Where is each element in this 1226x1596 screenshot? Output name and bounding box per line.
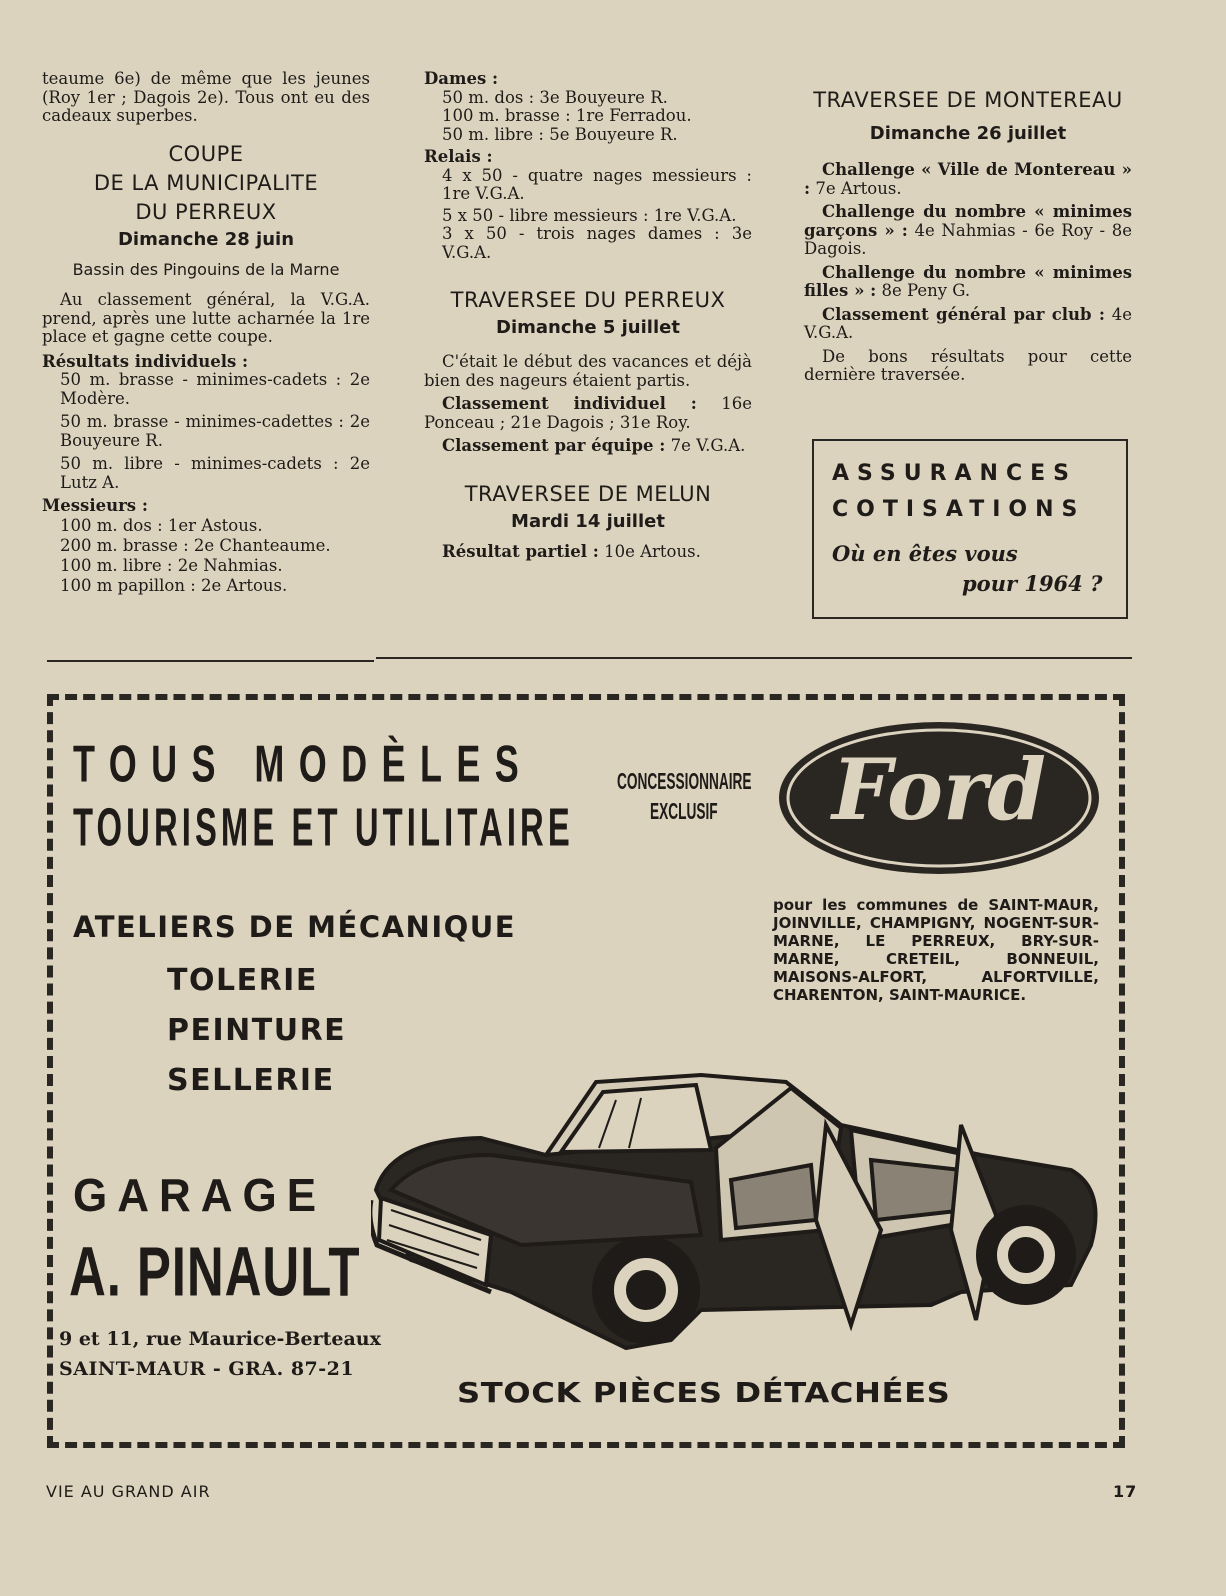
melun-title: TRAVERSEE DE MELUN (464, 481, 712, 506)
service-ateliers: ATELIERS DE MÉCANIQUE (73, 910, 517, 944)
men-item: 200 m. brasse : 2e Chanteaume. (60, 535, 331, 555)
perreux-ind-label: Classement individuel : (442, 394, 697, 413)
montereau-item (804, 306, 1132, 343)
garage-address: 9 et 11, rue Maurice-Berteaux (59, 1328, 381, 1350)
montereau-item (804, 161, 1132, 198)
coupe-date: Dimanche 28 juin (117, 228, 295, 250)
garage-advert (47, 694, 1125, 1448)
montereau-date: Dimanche 26 juillet (869, 123, 1067, 144)
perreux-individual (424, 395, 752, 432)
men-item: 100 m papillon : 2e Artous. (60, 575, 288, 595)
footer-page-number: 17 (1113, 1482, 1138, 1501)
item-label: Challenge du nombre « minimes garçons » : (804, 202, 1132, 240)
item-value: 7e Artous. (815, 178, 902, 198)
relay-heading: Relais : (424, 147, 493, 166)
box-line-1: ASSURANCES (832, 461, 1077, 486)
result-item: 50 m. brasse - minimes-cadets : 2e Modère. (60, 370, 370, 408)
item-value: 4e V.G.A. (804, 304, 1132, 342)
relay-item: 3 x 50 - trois nages dames : 3e V.G.A. (442, 224, 752, 262)
montereau-title: TRAVERSEE DE MONTEREAU (813, 88, 1123, 112)
result-item: 50 m. brasse - minimes-cadettes : 2e Bouyeure R. (60, 412, 370, 450)
coupe-title-2: DE LA MUNICIPALITE (93, 170, 319, 195)
garage-name: A. PINAULT (69, 1233, 361, 1312)
relay-item: 4 x 50 - quatre nages messieurs : 1re V.G.A. (442, 165, 752, 203)
men-item: 100 m. libre : 2e Nahmias. (60, 555, 283, 575)
coupe-paragraph: Au classement général, la V.G.A. prend, après une lutte acharnée la 1re place et gagne cette coupe. (42, 290, 370, 346)
column-1 (42, 70, 370, 596)
coupe-venue: Bassin des Pingouins de la Marne (72, 259, 340, 279)
result-item: 50 m. libre - minimes-cadets : 2e Lutz A. (60, 454, 370, 492)
perreux-date: Dimanche 5 juillet (496, 317, 680, 338)
column-2 (424, 70, 752, 561)
item-label: Challenge « Ville de Montereau » : (804, 160, 1132, 198)
item-label: Classement général par club : (822, 304, 1105, 324)
service-sellerie: SELLERIE (167, 1063, 335, 1098)
relay-item: 5 x 50 - libre messieurs : 1re V.G.A. (442, 205, 737, 225)
ford-logo (775, 718, 1103, 878)
melun-label: Résultat partiel : (442, 541, 599, 561)
dealer-line-2: EXCLUSIF (650, 800, 718, 826)
montereau-closing: De bons résultats pour cette dernière traversée. (804, 346, 1132, 384)
item-value: 4e Nahmias - 6e Roy - 8e Dagois. (804, 220, 1132, 258)
car-illustration-icon (371, 1070, 1111, 1370)
headline-models: TOUS MODÈLES (73, 736, 534, 794)
ladies-heading: Dames : (424, 69, 499, 88)
footer-magazine: VIE AU GRAND AIR (46, 1482, 211, 1501)
ladies-item: 50 m. dos : 3e Bouyeure R. (442, 87, 668, 107)
perreux-team-value: 7e V.G.A. (670, 436, 746, 455)
coupe-title-1: COUPE (168, 141, 244, 166)
melun-result (424, 543, 752, 562)
dealer-line-1: CONCESSIONNAIRE (617, 770, 752, 796)
perreux-team-label: Classement par équipe : (442, 436, 666, 455)
melun-date: Mardi 14 juillet (511, 510, 665, 532)
montereau-item (804, 264, 1132, 301)
headline-tourisme: TOURISME ET UTILITAIRE (73, 798, 574, 858)
col1-intro: teaume 6e) de même que les jeunes (Roy 1er ; Dagois 2e). Tous ont eu des cadeaux superbes. (42, 69, 370, 125)
communes-text: pour les communes de SAINT-MAUR, JOINVILLE, CHAMPIGNY, NOGENT-SUR-MARNE, LE PERREUX, BRY-SUR-MARNE, CRETEIL, BONNEUIL, MAISONS-ALFORT, ALFORTVILLE, CHARENTON, SAINT-MAURICE. (773, 896, 1099, 1004)
garage-word: GARAGE (73, 1170, 327, 1222)
ladies-item: 50 m. libre : 5e Bouyeure R. (442, 124, 678, 144)
coupe-title-3: DU PERREUX (135, 199, 277, 224)
men-item: 100 m. dos : 1er Astous. (60, 515, 263, 535)
insurance-box (812, 439, 1128, 619)
service-tolerie: TOLERIE (167, 963, 318, 998)
box-line-2: COTISATIONS (832, 497, 1086, 522)
montereau-item (804, 203, 1132, 259)
ladies-item: 100 m. brasse : 1re Ferradou. (442, 106, 692, 125)
divider-right (376, 657, 1132, 659)
garage-city-phone: SAINT-MAUR - GRA. 87-21 (59, 1358, 355, 1380)
perreux-team (424, 437, 752, 456)
item-label: Challenge du nombre « minimes filles » : (804, 262, 1132, 300)
perreux-text: C'était le début des vacances et déjà bien des nageurs étaient partis. (424, 352, 752, 390)
perreux-title: TRAVERSEE DU PERREUX (450, 288, 726, 312)
item-value: 8e Peny G. (881, 281, 971, 300)
results-heading: Résultats individuels : (42, 351, 249, 371)
perreux-ind-value: 16e Ponceau ; 21e Dagois ; 31e Roy. (424, 394, 753, 432)
men-heading: Messieurs : (42, 496, 148, 515)
service-peinture: PEINTURE (167, 1013, 347, 1048)
ford-wordmark: Ford (831, 740, 1047, 839)
divider-left (47, 660, 374, 662)
box-line-3: Où en êtes vous (832, 541, 1018, 566)
box-line-4: pour 1964 ? (962, 571, 1103, 596)
column-3 (804, 86, 1132, 385)
melun-value: 10e Artous. (604, 541, 701, 561)
stock-parts: STOCK PIÈCES DÉTACHÉES (457, 1376, 951, 1409)
